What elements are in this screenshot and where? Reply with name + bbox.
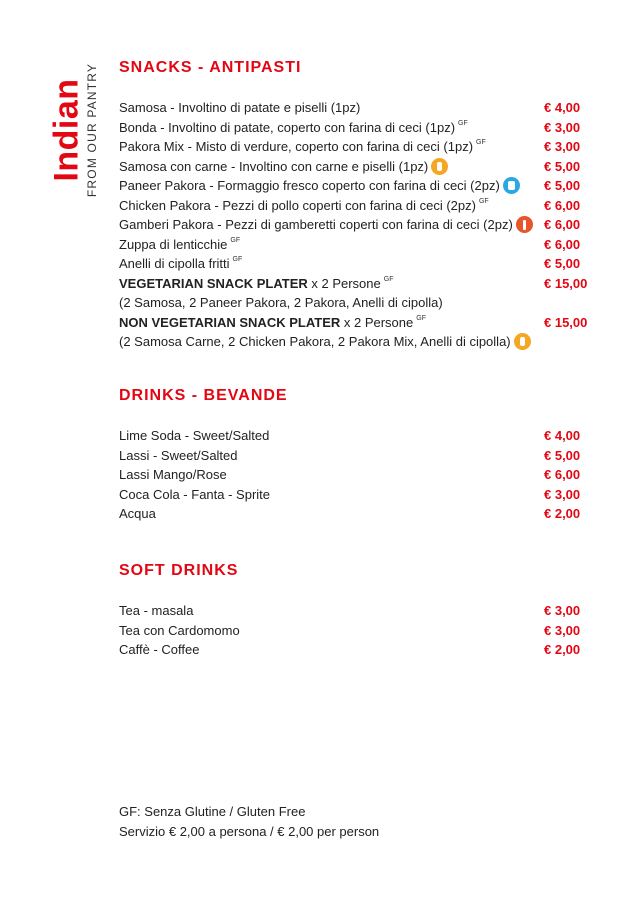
menu-item xyxy=(119,601,599,621)
snacks-title: SNACKS - ANTIPASTI xyxy=(119,59,302,76)
plater-people: x 2 Persone xyxy=(307,275,381,291)
item-name xyxy=(119,159,448,174)
menu-item xyxy=(119,621,599,641)
plater-detail xyxy=(119,332,599,352)
item-name xyxy=(119,428,269,443)
gf-mark: GF xyxy=(383,275,394,283)
item-label: Chicken Pakora - Pezzi di pollo coperti con farina di ceci (2pz) xyxy=(119,197,476,213)
menu-item xyxy=(119,235,599,255)
blue-badge-icon xyxy=(503,177,520,194)
drinks-title: DRINKS - BEVANDE xyxy=(119,387,288,404)
item-price: € 15,00 xyxy=(544,275,588,291)
plater-detail-label: (2 Samosa, 2 Paneer Pakora, 2 Pakora, Anelli di cipolla) xyxy=(119,295,443,310)
menu-item xyxy=(119,215,599,235)
item-label: Pakora Mix - Misto di verdure, coperto con farina di ceci (1pz) xyxy=(119,139,474,154)
item-price: € 4,00 xyxy=(544,100,581,115)
plater-name xyxy=(119,276,393,291)
item-name xyxy=(119,487,270,502)
item-label: Samosa con carne - Involtino con carne e piselli (1pz) xyxy=(119,158,429,174)
item-name xyxy=(119,237,240,252)
menu-item xyxy=(119,426,599,446)
snacks-list xyxy=(119,98,599,352)
item-price: € 5,00 xyxy=(544,178,581,193)
brand-logo xyxy=(47,60,102,200)
menu-item xyxy=(119,465,599,485)
menu-item xyxy=(119,157,599,177)
menu-item xyxy=(119,446,599,466)
item-label: Caffè - Coffee xyxy=(119,642,200,657)
item-label: Lassi Mango/Rose xyxy=(119,467,227,482)
item-price: € 3,00 xyxy=(544,139,581,154)
plater-detail-text xyxy=(119,295,443,310)
red-badge-icon xyxy=(516,216,533,233)
orange-badge-icon xyxy=(431,158,448,175)
item-label: Gamberi Pakora - Pezzi di gamberetti coperti con farina di ceci (2pz) xyxy=(119,217,513,232)
plater-item xyxy=(119,313,599,333)
plater-title: VEGETARIAN SNACK PLATER xyxy=(119,275,308,291)
item-price: € 5,00 xyxy=(544,256,581,271)
item-label: Tea con Cardomomo xyxy=(119,622,240,638)
item-name xyxy=(119,100,360,115)
item-name xyxy=(119,120,468,135)
item-label: Bonda - Involtino di patate, coperto con farina di ceci (1pz) xyxy=(119,119,456,135)
item-name xyxy=(119,178,520,193)
menu-item xyxy=(119,98,599,118)
item-price: € 4,00 xyxy=(544,428,581,443)
plater-detail-text xyxy=(119,334,531,349)
item-price: € 5,00 xyxy=(544,447,581,463)
item-price: € 6,00 xyxy=(544,236,581,252)
item-label: Lassi - Sweet/Salted xyxy=(119,447,238,463)
gf-mark: GF xyxy=(458,119,468,127)
soft-drinks-title: SOFT DRINKS xyxy=(119,562,239,579)
menu-item xyxy=(119,196,599,216)
menu-item xyxy=(119,176,599,196)
plater-people: x 2 Persone xyxy=(340,314,414,330)
item-label: Tea - masala xyxy=(119,603,194,618)
menu-item xyxy=(119,137,599,157)
gf-mark: GF xyxy=(232,256,243,263)
item-price: € 3,00 xyxy=(544,622,581,638)
item-name xyxy=(119,256,242,271)
menu-item xyxy=(119,504,599,524)
soft-drinks-section xyxy=(119,561,599,660)
item-label: Lime Soda - Sweet/Salted xyxy=(119,428,270,443)
item-price: € 2,00 xyxy=(544,506,581,521)
item-name xyxy=(119,506,156,521)
menu-item xyxy=(119,485,599,505)
item-name xyxy=(119,642,199,657)
item-price: € 3,00 xyxy=(544,603,581,618)
item-price: € 5,00 xyxy=(544,158,581,174)
brand-tagline: FROM OUR PANTRY xyxy=(85,62,99,198)
service-note: Servizio € 2,00 a persona / € 2,00 per person xyxy=(119,824,380,839)
item-label: Zuppa di lenticchie xyxy=(119,236,228,252)
orange-badge-icon xyxy=(514,333,531,350)
menu-item xyxy=(119,640,599,660)
item-name xyxy=(119,217,533,232)
soft-drinks-list xyxy=(119,601,599,660)
item-price: € 2,00 xyxy=(544,642,581,657)
item-price: € 3,00 xyxy=(544,486,581,502)
item-name xyxy=(119,623,240,638)
item-price: € 3,00 xyxy=(544,119,581,135)
gf-mark: GF xyxy=(230,236,241,244)
item-name xyxy=(119,603,193,618)
gf-note: GF: Senza Glutine / Gluten Free xyxy=(119,804,306,819)
item-price: € 6,00 xyxy=(544,197,581,213)
item-label: Coca Cola - Fanta - Sprite xyxy=(119,486,271,502)
plater-detail xyxy=(119,293,599,313)
brand-name: Indian xyxy=(47,78,86,182)
item-name xyxy=(119,467,227,482)
footer-notes xyxy=(119,802,379,842)
snacks-section xyxy=(119,58,599,352)
menu-item xyxy=(119,254,599,274)
item-label: Paneer Pakora - Formaggio fresco coperto con farina di ceci (2pz) xyxy=(119,178,500,193)
plater-title: NON VEGETARIAN SNACK PLATER xyxy=(119,314,341,330)
item-price: € 6,00 xyxy=(544,467,581,482)
item-name xyxy=(119,448,238,463)
gf-mark: GF xyxy=(476,139,486,146)
item-price: € 15,00 xyxy=(544,314,588,330)
plater-item xyxy=(119,274,599,294)
drinks-list xyxy=(119,426,599,524)
plater-detail-label: (2 Samosa Carne, 2 Chicken Pakora, 2 Pakora Mix, Anelli di cipolla) xyxy=(119,334,511,349)
plater-name xyxy=(119,315,426,330)
item-label: Samosa - Involtino di patate e piselli (1pz) xyxy=(119,100,361,115)
gf-mark: GF xyxy=(478,197,489,205)
item-name xyxy=(119,198,489,213)
item-price: € 6,00 xyxy=(544,217,581,232)
item-label: Acqua xyxy=(119,506,156,521)
drinks-section xyxy=(119,386,599,524)
menu-item xyxy=(119,118,599,138)
item-name xyxy=(119,139,486,154)
item-label: Anelli di cipolla fritti xyxy=(119,256,230,271)
gf-mark: GF xyxy=(416,314,426,322)
